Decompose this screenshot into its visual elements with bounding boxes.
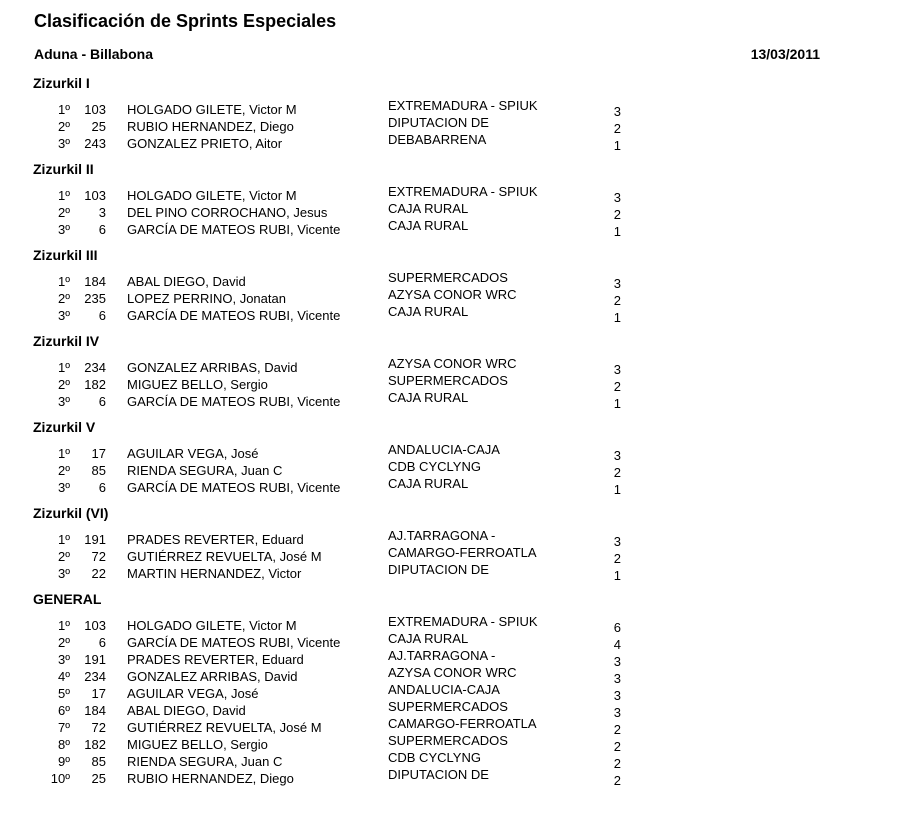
- dorsal: 22: [91, 566, 106, 581]
- rider-name: GONZALEZ ARRIBAS, David: [127, 669, 298, 684]
- result-row: [0, 392, 908, 409]
- stage-name: Aduna - Billabona: [34, 46, 153, 62]
- points: 2: [613, 722, 621, 737]
- rider-name: GUTIÉRREZ REVUELTA, José M: [127, 720, 322, 735]
- rider-name: RIENDA SEGURA, Juan C: [127, 463, 283, 478]
- position: 7º: [58, 720, 70, 735]
- section-title: Zizurkil V: [33, 419, 96, 435]
- race-date: 13/03/2011: [750, 46, 820, 62]
- classification-section: [0, 417, 908, 503]
- position: 9º: [58, 754, 70, 769]
- position: 4º: [58, 669, 70, 684]
- points: 3: [613, 534, 621, 549]
- dorsal: 72: [91, 549, 106, 564]
- result-row: [0, 220, 908, 237]
- position: 1º: [58, 360, 70, 375]
- team-name: CAJA RURAL: [388, 218, 469, 233]
- position: 1º: [58, 188, 70, 203]
- rider-name: GARCÍA DE MATEOS RUBI, Vicente: [127, 222, 341, 237]
- position: 2º: [58, 463, 70, 478]
- section-rows: [0, 100, 908, 151]
- dorsal: 85: [91, 754, 106, 769]
- position: 1º: [58, 274, 70, 289]
- rider-name: RUBIO HERNANDEZ, Diego: [127, 119, 294, 134]
- team-name: CAJA RURAL: [388, 304, 469, 319]
- classification-section: [0, 159, 908, 245]
- rider-name: ABAL DIEGO, David: [127, 703, 246, 718]
- dorsal: 6: [98, 222, 106, 237]
- points: 2: [613, 379, 621, 394]
- rider-name: HOLGADO GILETE, Victor M: [127, 102, 297, 117]
- rider-name: AGUILAR VEGA, José: [127, 446, 259, 461]
- position: 5º: [58, 686, 70, 701]
- position: 3º: [58, 394, 70, 409]
- points: 2: [613, 121, 621, 136]
- points: 2: [613, 465, 621, 480]
- rider-name: LOPEZ PERRINO, Jonatan: [127, 291, 286, 306]
- rider-name: HOLGADO GILETE, Victor M: [127, 618, 297, 633]
- dorsal: 25: [91, 119, 106, 134]
- team-name: SUPERMERCADOS: [388, 733, 508, 748]
- dorsal: 184: [84, 274, 106, 289]
- dorsal: 103: [84, 188, 106, 203]
- result-row: [0, 564, 908, 581]
- team-name: CAMARGO-FERROATLA: [388, 716, 537, 731]
- dorsal: 184: [84, 703, 106, 718]
- position: 1º: [58, 618, 70, 633]
- dorsal: 103: [84, 618, 106, 633]
- team-name: AZYSA CONOR WRC: [388, 287, 517, 302]
- dorsal: 243: [84, 136, 106, 151]
- points: 2: [613, 293, 621, 308]
- points: 2: [613, 551, 621, 566]
- race-info: [34, 46, 820, 62]
- points: 3: [613, 688, 621, 703]
- dorsal: 234: [84, 360, 106, 375]
- rider-name: MIGUEZ BELLO, Sergio: [127, 377, 268, 392]
- dorsal: 85: [91, 463, 106, 478]
- dorsal: 6: [98, 394, 106, 409]
- dorsal: 234: [84, 669, 106, 684]
- rider-name: RUBIO HERNANDEZ, Diego: [127, 771, 294, 786]
- result-row: [0, 769, 908, 786]
- points: 1: [613, 482, 621, 497]
- classification-section: [0, 245, 908, 331]
- section-rows: [0, 444, 908, 495]
- rider-name: GONZALEZ ARRIBAS, David: [127, 360, 298, 375]
- dorsal: 182: [84, 377, 106, 392]
- section-title: GENERAL: [33, 591, 102, 607]
- position: 3º: [58, 308, 70, 323]
- dorsal: 17: [91, 446, 106, 461]
- dorsal: 6: [98, 480, 106, 495]
- rider-name: MIGUEZ BELLO, Sergio: [127, 737, 268, 752]
- team-name: CAJA RURAL: [388, 390, 469, 405]
- position: 3º: [58, 480, 70, 495]
- section-rows: [0, 530, 908, 581]
- position: 8º: [58, 737, 70, 752]
- points: 3: [613, 671, 621, 686]
- rider-name: GARCÍA DE MATEOS RUBI, Vicente: [127, 308, 341, 323]
- position: 1º: [58, 102, 70, 117]
- dorsal: 235: [84, 291, 106, 306]
- dorsal: 25: [91, 771, 106, 786]
- position: 3º: [58, 136, 70, 151]
- points: 3: [613, 190, 621, 205]
- rider-name: GARCÍA DE MATEOS RUBI, Vicente: [127, 635, 341, 650]
- classification-sections: [0, 73, 908, 788]
- team-name: EXTREMADURA - SPIUK: [388, 98, 538, 113]
- position: 2º: [58, 205, 70, 220]
- team-name: CAMARGO-FERROATLA: [388, 545, 537, 560]
- points: 3: [613, 448, 621, 463]
- points: 2: [613, 207, 621, 222]
- section-rows: [0, 186, 908, 237]
- points: 4: [613, 637, 621, 652]
- team-name: SUPERMERCADOS: [388, 699, 508, 714]
- section-title: Zizurkil I: [33, 75, 90, 91]
- team-name: ANDALUCIA-CAJA: [388, 682, 500, 697]
- points: 2: [613, 773, 621, 788]
- team-name: AJ.TARRAGONA -: [388, 528, 496, 543]
- rider-name: RIENDA SEGURA, Juan C: [127, 754, 283, 769]
- position: 1º: [58, 446, 70, 461]
- position: 3º: [58, 652, 70, 667]
- points: 6: [613, 620, 621, 635]
- rider-name: PRADES REVERTER, Eduard: [127, 532, 304, 547]
- team-name: CAJA RURAL: [388, 201, 469, 216]
- classification-section: [0, 331, 908, 417]
- result-row: [0, 478, 908, 495]
- points: 1: [613, 138, 621, 153]
- rider-name: HOLGADO GILETE, Victor M: [127, 188, 297, 203]
- points: 3: [613, 276, 621, 291]
- section-title: Zizurkil (VI): [33, 505, 109, 521]
- dorsal: 17: [91, 686, 106, 701]
- rider-name: PRADES REVERTER, Eduard: [127, 652, 304, 667]
- position: 3º: [58, 222, 70, 237]
- rider-name: GONZALEZ PRIETO, Aitor: [127, 136, 283, 151]
- result-row: [0, 306, 908, 323]
- section-rows: [0, 272, 908, 323]
- points: 3: [613, 705, 621, 720]
- points: 1: [613, 568, 621, 583]
- rider-name: MARTIN HERNANDEZ, Victor: [127, 566, 302, 581]
- rider-name: GARCÍA DE MATEOS RUBI, Vicente: [127, 394, 341, 409]
- section-rows: [0, 358, 908, 409]
- team-name: CDB CYCLYNG: [388, 459, 481, 474]
- rider-name: GUTIÉRREZ REVUELTA, José M: [127, 549, 322, 564]
- dorsal: 191: [84, 532, 106, 547]
- position: 2º: [58, 377, 70, 392]
- team-name: AZYSA CONOR WRC: [388, 665, 517, 680]
- position: 2º: [58, 635, 70, 650]
- rider-name: AGUILAR VEGA, José: [127, 686, 259, 701]
- points: 3: [613, 654, 621, 669]
- rider-name: ABAL DIEGO, David: [127, 274, 246, 289]
- dorsal: 6: [98, 308, 106, 323]
- position: 1º: [58, 532, 70, 547]
- dorsal: 191: [84, 652, 106, 667]
- team-name: EXTREMADURA - SPIUK: [388, 184, 538, 199]
- position: 10º: [50, 771, 70, 786]
- position: 2º: [58, 549, 70, 564]
- section-title: Zizurkil II: [33, 161, 94, 177]
- team-name: SUPERMERCADOS: [388, 373, 508, 388]
- dorsal: 103: [84, 102, 106, 117]
- classification-section: [0, 73, 908, 159]
- result-row: [0, 134, 908, 151]
- team-name: DEBABARRENA: [388, 132, 487, 147]
- team-name: ANDALUCIA-CAJA: [388, 442, 500, 457]
- rider-name: DEL PINO CORROCHANO, Jesus: [127, 205, 328, 220]
- team-name: CDB CYCLYNG: [388, 750, 481, 765]
- team-name: CAJA RURAL: [388, 476, 469, 491]
- position: 2º: [58, 119, 70, 134]
- team-name: AJ.TARRAGONA -: [388, 648, 496, 663]
- section-rows: [0, 616, 908, 786]
- points: 1: [613, 310, 621, 325]
- team-name: EXTREMADURA - SPIUK: [388, 614, 538, 629]
- dorsal: 182: [84, 737, 106, 752]
- points: 2: [613, 756, 621, 771]
- points: 1: [613, 224, 621, 239]
- dorsal: 3: [98, 205, 106, 220]
- dorsal: 6: [98, 635, 106, 650]
- position: 2º: [58, 291, 70, 306]
- dorsal: 72: [91, 720, 106, 735]
- section-title: Zizurkil IV: [33, 333, 100, 349]
- team-name: AZYSA CONOR WRC: [388, 356, 517, 371]
- points: 1: [613, 396, 621, 411]
- points: 3: [613, 362, 621, 377]
- section-title: Zizurkil III: [33, 247, 98, 263]
- team-name: SUPERMERCADOS: [388, 270, 508, 285]
- points: 3: [613, 104, 621, 119]
- position: 6º: [58, 703, 70, 718]
- team-name: CAJA RURAL: [388, 631, 469, 646]
- classification-section: [0, 503, 908, 589]
- team-name: DIPUTACION DE: [388, 562, 489, 577]
- team-name: DIPUTACION DE: [388, 767, 489, 782]
- rider-name: GARCÍA DE MATEOS RUBI, Vicente: [127, 480, 341, 495]
- team-name: DIPUTACION DE: [388, 115, 489, 130]
- points: 2: [613, 739, 621, 754]
- document-title: Clasificación de Sprints Especiales: [34, 11, 337, 31]
- position: 3º: [58, 566, 70, 581]
